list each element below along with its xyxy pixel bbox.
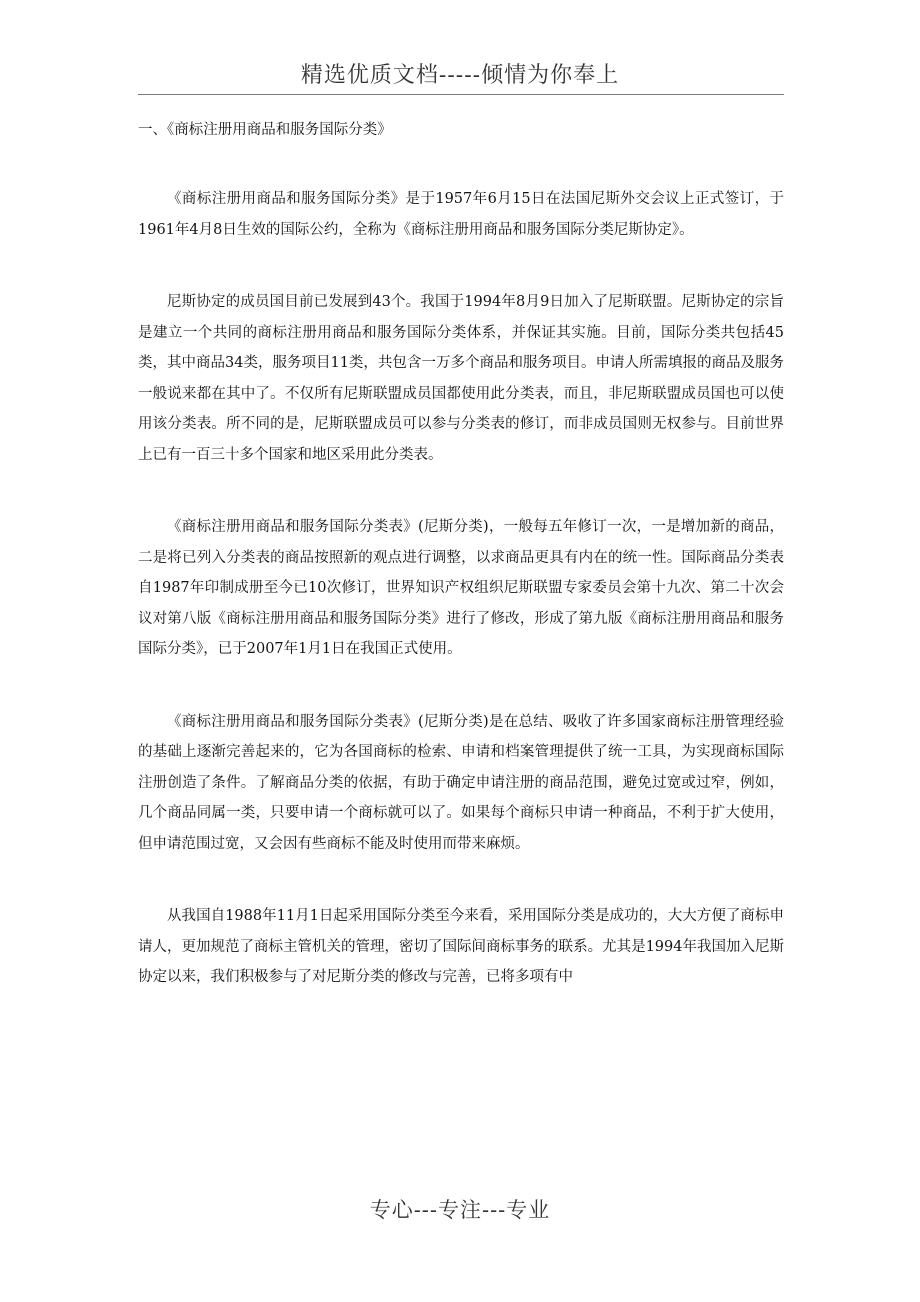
paragraph-4: 《商标注册用商品和服务国际分类表》(尼斯分类)是在总结、吸收了许多国家商标注册管理经验的基础上逐渐完善起来的，它为各国商标的检索、申请和档案管理提供了统一工具，为实现商标国际注册创造了条件。了解商品分类的依据，有助于确定申请注册的商品范围，避免过宽或过窄，例如，几个商品同属一类，只要申请一个商标就可以了。如果每个商标只申请一种商品，不利于扩大使用，但申请范围过宽，又会因有些商标不能及时使用而带来麻烦。 xyxy=(138,713,784,852)
paragraph-1: 《商标注册用商品和服务国际分类》是于1957年6月15日在法国尼斯外交会议上正式签订，于1961年4月8日生效的国际公约，全称为《商标注册用商品和服务国际分类尼斯协定》。 xyxy=(138,191,784,238)
paragraph-2: 尼斯协定的成员国目前已发展到43个。我国于1994年8月9日加入了尼斯联盟。尼斯协定的宗旨是建立一个共同的商标注册用商品和服务国际分类体系，并保证其实施。目前，国际分类共包括45类，其中商品34类，服务项目11类，共包含一万多个商品和服务项目。申请人所需填报的商品及服务一般说来都在其中了。不仅所有尼斯联盟成员国都使用此分类表，而且，非尼斯联盟成员国也可以使用该分类表。所不同的是，尼斯联盟成员可以参与分类表的修订，而非成员国则无权参与。目前世界上已有一百三十多个国家和地区采用此分类表。 xyxy=(138,294,784,463)
document-body xyxy=(138,118,784,1035)
paragraph-5: 从我国自1988年11月1日起采用国际分类至今来看，采用国际分类是成功的，大大方便了商标申请人，更加规范了商标主管机关的管理，密切了国际间商标事务的联系。尤其是1994年我国加入尼斯协定以来，我们积极参与了对尼斯分类的修改与完善，已将多项有中 xyxy=(138,908,784,985)
page-footer: 专心---专注---专业 xyxy=(369,1198,551,1222)
section-title: 一、《商标注册用商品和服务国际分类》 xyxy=(138,122,392,138)
page-header: 精选优质文档-----倾情为你奉上 xyxy=(300,63,620,88)
header-divider xyxy=(138,94,784,95)
paragraph-3: 《商标注册用商品和服务国际分类表》(尼斯分类)，一般每五年修订一次，一是增加新的商品，二是将已列入分类表的商品按照新的观点进行调整，以求商品更具有内在的统一性。国际商品分类表自1987年印制成册至今已10次修订，世界知识产权组织尼斯联盟专家委员会第十九次、第二十次会议对第八版《商标注册用商品和服务国际分类》进行了修改，形成了第九版《商标注册用商品和服务国际分类》，已于2007年1月1日在我国正式使用。 xyxy=(138,519,784,657)
